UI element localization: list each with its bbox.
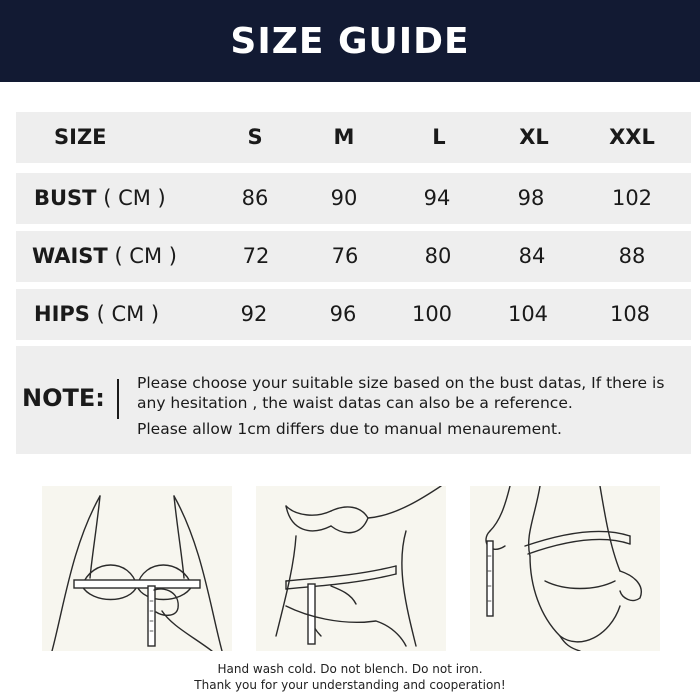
thank-you-note: Thank you for your understanding and cooperation! [194,678,506,692]
hips-measurement-illustration [470,486,660,651]
size-header-row [16,112,691,163]
note-line-1: Please choose your suitable size based on the bust datas, If there is any hesitation , the waist datas can also be a reference. [137,374,665,412]
waist-row [16,231,691,282]
waist-s: 72 [242,244,270,268]
size-xl: XL [519,125,549,149]
bust-m: 90 [330,186,358,210]
care-footer [0,661,700,693]
hips-xl: 104 [507,302,549,326]
size-header-label: SIZE [54,125,107,149]
hips-m: 96 [329,302,357,326]
bust-s: 86 [241,186,269,210]
hips-label-text: HIPS [34,302,90,326]
waist-label-text: WAIST [32,244,108,268]
hips-s: 92 [240,302,268,326]
hips-unit: ( CM ) [96,302,160,326]
waist-unit: ( CM ) [114,244,177,268]
bust-label-text: BUST [34,186,97,210]
hips-xxl: 108 [609,302,651,326]
bust-measurement-illustration [42,486,232,651]
hips-label [34,289,159,340]
bust-label [34,173,166,224]
bust-row [16,173,691,224]
note-text [137,373,682,439]
waist-l: 80 [424,244,452,268]
page-title: SIZE GUIDE [230,20,470,62]
waist-measurement-illustration [256,486,446,651]
note-line-2: Please allow 1cm differs due to manual menaurement. [137,420,562,438]
waist-label [32,231,177,282]
header-banner [0,0,700,82]
waist-m: 76 [331,244,359,268]
bust-unit: ( CM ) [103,186,166,210]
note-label: NOTE: [22,384,105,412]
size-l: L [432,125,446,149]
waist-xl: 84 [518,244,546,268]
bust-l: 94 [423,186,451,210]
bust-xxl: 102 [611,186,653,210]
hips-row [16,289,691,340]
note-box [16,346,691,454]
care-instructions: Hand wash cold. Do not blench. Do not iron. [217,662,483,676]
size-m: M [333,125,355,149]
waist-xxl: 88 [618,244,646,268]
bust-xl: 98 [517,186,545,210]
hips-l: 100 [411,302,453,326]
size-s: S [247,125,263,149]
note-divider [117,379,119,419]
size-xxl: XXL [609,125,655,149]
